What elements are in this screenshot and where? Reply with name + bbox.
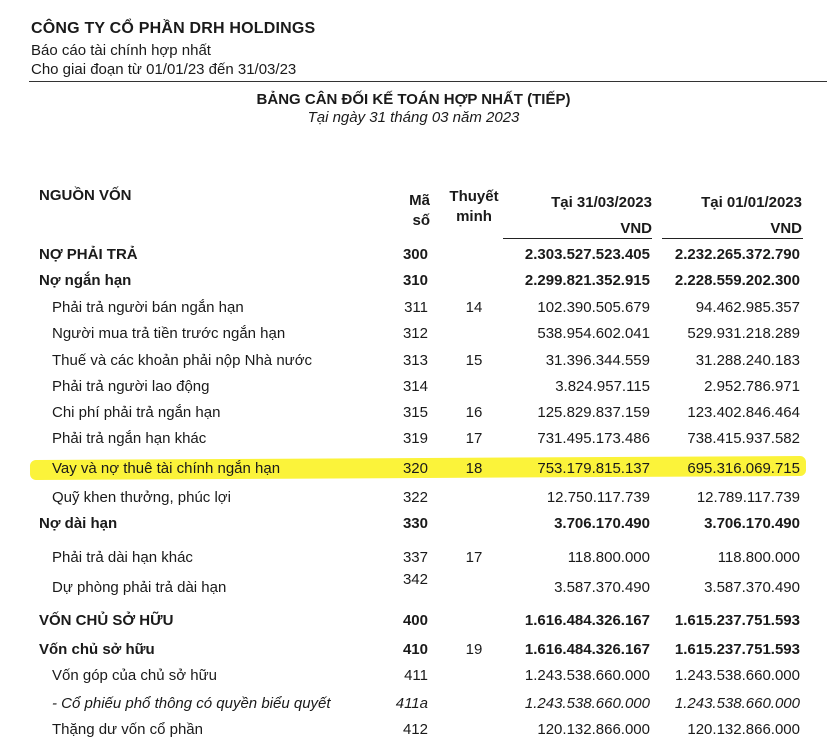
row-label: Phải trả người bán ngắn hạn bbox=[52, 299, 244, 316]
row-code: 337 bbox=[402, 549, 428, 566]
row-opening-value: 529.931.218.289 bbox=[687, 325, 800, 342]
row-code: 411a bbox=[395, 695, 428, 712]
row-current-value: 3.706.170.490 bbox=[554, 515, 650, 532]
column-code-line2: số bbox=[412, 212, 430, 229]
row-current-value: 31.396.344.559 bbox=[545, 352, 650, 369]
row-label: Vốn góp của chủ sở hữu bbox=[52, 667, 217, 684]
column-opening bbox=[660, 190, 802, 242]
table-row-highlighted bbox=[0, 460, 827, 482]
row-current-value: 3.587.370.490 bbox=[554, 579, 650, 596]
row-label: - Cổ phiếu phổ thông có quyền biểu quyết bbox=[52, 695, 331, 712]
table-row bbox=[0, 571, 827, 601]
row-current-value: 1.616.484.326.167 bbox=[524, 641, 650, 658]
table-row bbox=[0, 378, 827, 400]
row-opening-value: 31.288.240.183 bbox=[695, 352, 800, 369]
row-opening-value: 2.232.265.372.790 bbox=[674, 246, 800, 263]
row-opening-value: 738.415.937.582 bbox=[687, 430, 800, 447]
row-opening-value: 2.952.786.971 bbox=[704, 378, 800, 395]
row-current-value: 2.299.821.352.915 bbox=[524, 272, 650, 289]
table-row bbox=[0, 272, 827, 294]
table-row bbox=[0, 489, 827, 511]
row-note: 18 bbox=[465, 460, 483, 477]
column-current-unit: VND bbox=[620, 220, 652, 237]
row-code: 310 bbox=[402, 272, 428, 289]
row-label: Phải trả ngắn hạn khác bbox=[52, 430, 207, 447]
company-name: CÔNG TY CỔ PHẦN DRH HOLDINGS bbox=[31, 20, 316, 37]
row-code: 330 bbox=[402, 515, 428, 532]
column-current-date: Tại 31/03/2023 bbox=[551, 194, 652, 211]
report-title: BẢNG CÂN ĐỐI KẾ TOÁN HỢP NHẤT (TIẾP) bbox=[256, 91, 571, 108]
row-opening-value: 120.132.866.000 bbox=[687, 721, 800, 738]
row-note: 15 bbox=[465, 352, 483, 369]
table-row bbox=[0, 430, 827, 452]
row-current-value: 1.616.484.326.167 bbox=[524, 612, 650, 629]
row-current-value: 125.829.837.159 bbox=[537, 404, 650, 421]
row-label: Nợ dài hạn bbox=[39, 515, 118, 532]
row-current-value: 120.132.866.000 bbox=[537, 721, 650, 738]
row-code: 400 bbox=[402, 612, 428, 629]
row-code: 410 bbox=[402, 641, 428, 658]
column-opening-date: Tại 01/01/2023 bbox=[701, 194, 802, 211]
table-row bbox=[0, 515, 827, 537]
row-current-value: 1.243.538.660.000 bbox=[524, 667, 650, 684]
row-opening-value: 123.402.846.464 bbox=[687, 404, 800, 421]
row-label: Vay và nợ thuê tài chính ngắn hạn bbox=[52, 460, 281, 477]
report-period: Cho giai đoạn từ 01/01/23 đến 31/03/23 bbox=[31, 61, 297, 78]
table-row bbox=[0, 299, 827, 321]
report-type: Báo cáo tài chính hợp nhất bbox=[31, 42, 211, 59]
column-opening-underline bbox=[662, 238, 803, 239]
column-code bbox=[402, 191, 430, 231]
row-opening-value: 12.789.117.739 bbox=[696, 489, 800, 506]
row-code: 322 bbox=[402, 489, 428, 506]
row-code: 300 bbox=[402, 246, 428, 263]
row-code: 319 bbox=[402, 430, 428, 447]
row-label: Nợ ngắn hạn bbox=[39, 272, 132, 289]
row-opening-value: 1.615.237.751.593 bbox=[674, 612, 800, 629]
row-label: Quỹ khen thưởng, phúc lợi bbox=[52, 489, 231, 506]
table-row bbox=[0, 667, 827, 689]
table-row bbox=[0, 641, 827, 663]
row-opening-value: 118.800.000 bbox=[717, 549, 800, 566]
column-note-line1: Thuyết bbox=[449, 188, 499, 205]
row-opening-value: 695.316.069.715 bbox=[687, 460, 800, 477]
table-row bbox=[0, 695, 827, 717]
row-current-value: 731.495.173.486 bbox=[537, 430, 650, 447]
row-current-value: 1.243.538.660.000 bbox=[524, 695, 650, 712]
row-current-value: 2.303.527.523.405 bbox=[524, 246, 650, 263]
row-code: 412 bbox=[402, 721, 428, 738]
row-code: 320 bbox=[402, 460, 428, 477]
column-note-line2: minh bbox=[456, 208, 492, 225]
header-divider bbox=[29, 81, 827, 82]
row-code: 311 bbox=[404, 299, 428, 316]
column-source: NGUỒN VỐN bbox=[39, 187, 132, 204]
row-label: Thặng dư vốn cổ phần bbox=[52, 721, 203, 738]
row-opening-value: 1.243.538.660.000 bbox=[674, 695, 800, 712]
table-row bbox=[0, 612, 827, 634]
row-label: Phải trả dài hạn khác bbox=[52, 549, 193, 566]
row-code: 411 bbox=[404, 667, 428, 684]
row-code: 313 bbox=[402, 352, 428, 369]
row-code: 315 bbox=[402, 404, 428, 421]
row-note: 17 bbox=[465, 430, 483, 447]
row-opening-value: 94.462.985.357 bbox=[695, 299, 800, 316]
column-current-underline bbox=[503, 238, 652, 239]
row-note: 16 bbox=[465, 404, 483, 421]
row-label: Phải trả người lao động bbox=[52, 378, 210, 395]
table-row bbox=[0, 549, 827, 571]
row-note: 17 bbox=[465, 549, 483, 566]
table-row bbox=[0, 352, 827, 374]
row-code: 342 bbox=[402, 571, 428, 588]
row-opening-value: 1.615.237.751.593 bbox=[674, 641, 800, 658]
table-row bbox=[0, 246, 827, 268]
report-date: Tại ngày 31 tháng 03 năm 2023 bbox=[307, 109, 520, 126]
row-current-value: 538.954.602.041 bbox=[537, 325, 650, 342]
row-label: Thuế và các khoản phải nộp Nhà nước bbox=[52, 352, 313, 369]
row-opening-value: 2.228.559.202.300 bbox=[674, 272, 800, 289]
row-code: 314 bbox=[402, 378, 428, 395]
row-note: 14 bbox=[465, 299, 483, 316]
row-note: 19 bbox=[465, 641, 483, 658]
row-label: Dự phòng phải trả dài hạn bbox=[52, 579, 227, 596]
table-row bbox=[0, 404, 827, 426]
row-opening-value: 3.706.170.490 bbox=[704, 515, 800, 532]
row-label: Chi phí phải trả ngắn hạn bbox=[52, 404, 221, 421]
row-current-value: 753.179.815.137 bbox=[537, 460, 650, 477]
row-label: VỐN CHỦ SỞ HỮU bbox=[39, 612, 174, 629]
column-code-line1: Mã bbox=[409, 192, 430, 209]
table-row bbox=[0, 721, 827, 743]
column-opening-unit: VND bbox=[770, 220, 802, 237]
table-row bbox=[0, 325, 827, 347]
column-current bbox=[500, 190, 652, 242]
row-current-value: 3.824.957.115 bbox=[555, 378, 650, 395]
row-label: NỢ PHẢI TRẢ bbox=[39, 246, 138, 263]
row-code: 312 bbox=[402, 325, 428, 342]
row-label: Vốn chủ sở hữu bbox=[39, 641, 155, 658]
column-note bbox=[440, 187, 508, 227]
row-current-value: 12.750.117.739 bbox=[546, 489, 650, 506]
row-label: Người mua trả tiền trước ngắn hạn bbox=[52, 325, 286, 342]
row-current-value: 118.800.000 bbox=[567, 549, 650, 566]
row-current-value: 102.390.505.679 bbox=[537, 299, 650, 316]
row-opening-value: 3.587.370.490 bbox=[704, 579, 800, 596]
row-opening-value: 1.243.538.660.000 bbox=[674, 667, 800, 684]
